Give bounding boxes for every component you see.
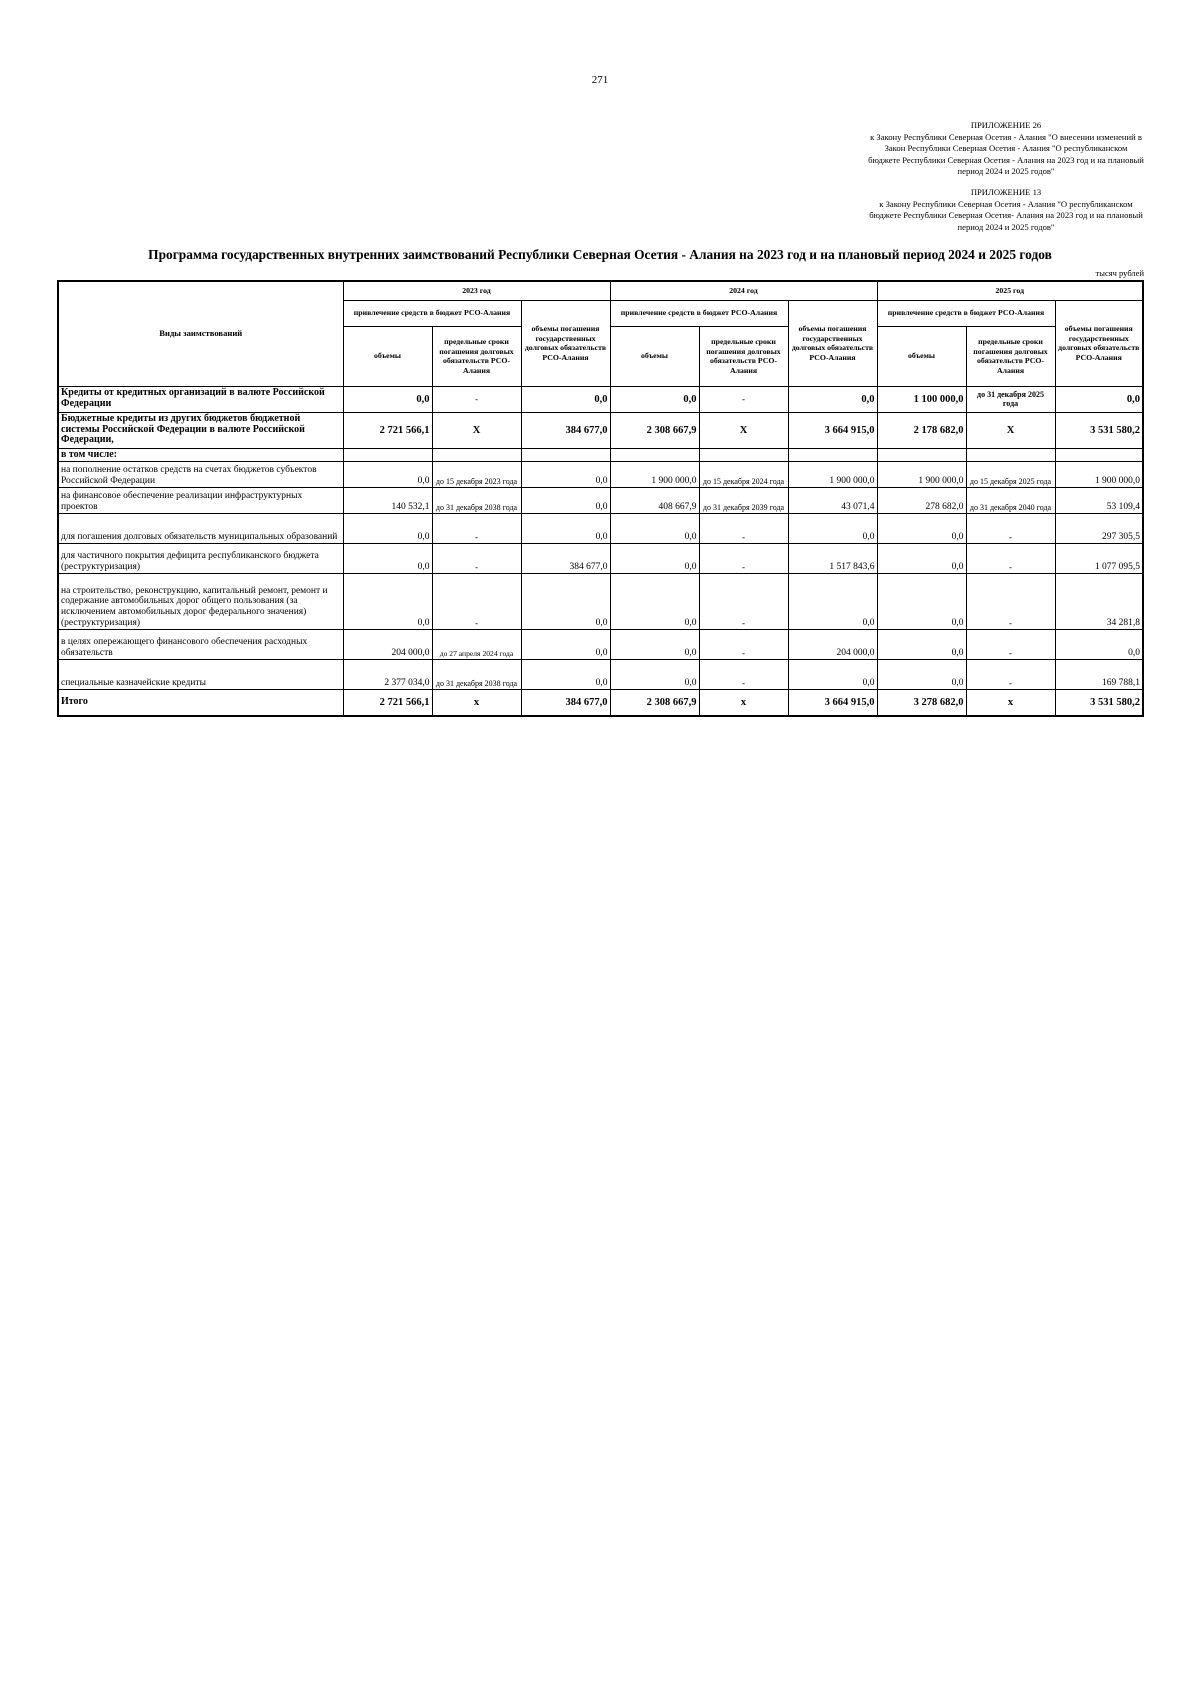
appendix-26-text: к Закону Республики Северная Осетия - Алания "О внесении изменений в Закон Республики Северная Осетия - Алания "О республиканском бюджете Республики Северная Осетия - Алания на 2023 год и на плановый период 2024 и 2025 годов": [868, 131, 1144, 177]
table-row: [58, 544, 1143, 574]
value-cell: 0,0: [877, 630, 966, 660]
empty-cell: [966, 448, 1055, 462]
empty-cell: [1055, 448, 1143, 462]
empty-cell: [788, 448, 877, 462]
mark-cell: -: [966, 514, 1055, 544]
row-name: на финансовое обеспечение реализации инфраструктурных проектов: [58, 488, 343, 514]
term-cell: до 15 декабря 2025 года: [966, 462, 1055, 488]
table-row: [58, 488, 1143, 514]
header-attraction-2023: привлечение средств в бюджет РСО-Алания: [343, 300, 521, 326]
header-kinds: Виды заимствований: [58, 281, 343, 386]
value-cell: 1 100 000,0: [877, 386, 966, 412]
term-cell: до 15 декабря 2023 года: [432, 462, 521, 488]
value-cell: 1 900 000,0: [1055, 462, 1143, 488]
row-name: специальные казначейские кредиты: [58, 660, 343, 690]
header-volumes-2024: объемы: [610, 326, 699, 386]
value-cell: 297 305,5: [1055, 514, 1143, 544]
value-cell: 3 664 915,0: [788, 412, 877, 448]
row-name: Бюджетные кредиты из других бюджетов бюджетной системы Российской Федерации в валюте Российской Федерации,: [58, 412, 343, 448]
value-cell: 1 900 000,0: [610, 462, 699, 488]
header-volumes-2025: объемы: [877, 326, 966, 386]
mark-cell: х: [432, 690, 521, 716]
header-terms-2024: предельные сроки погашения долговых обязательств РСО-Алания: [699, 326, 788, 386]
term-cell: до 31 декабря 2038 года: [432, 488, 521, 514]
mark-cell: Х: [432, 412, 521, 448]
value-cell: 2 178 682,0: [877, 412, 966, 448]
value-cell: 3 278 682,0: [877, 690, 966, 716]
value-cell: 0,0: [343, 544, 432, 574]
table-row: [58, 630, 1143, 660]
value-cell: 0,0: [877, 544, 966, 574]
appendix-26-title: ПРИЛОЖЕНИЕ 26: [970, 120, 1042, 130]
value-cell: 0,0: [521, 488, 610, 514]
value-cell: 0,0: [521, 462, 610, 488]
value-cell: 2 721 566,1: [343, 690, 432, 716]
value-cell: 1 900 000,0: [877, 462, 966, 488]
borrowing-program-table: [57, 280, 1144, 717]
row-name: для частичного покрытия дефицита республиканского бюджета (реструктуризация): [58, 544, 343, 574]
value-cell: 2 308 667,9: [610, 412, 699, 448]
header-year-2024: 2024 год: [610, 281, 877, 300]
value-cell: 0,0: [610, 514, 699, 544]
term-cell: до 31 декабря 2025 года: [966, 386, 1055, 412]
mark-cell: Х: [966, 412, 1055, 448]
value-cell: 0,0: [788, 574, 877, 630]
page-number: 271: [591, 74, 609, 86]
table-row: [58, 514, 1143, 544]
value-cell: 0,0: [521, 660, 610, 690]
table-row: [58, 660, 1143, 690]
value-cell: 3 664 915,0: [788, 690, 877, 716]
value-cell: 0,0: [1055, 386, 1143, 412]
value-cell: 0,0: [521, 630, 610, 660]
mark-cell: -: [699, 514, 788, 544]
header-attraction-2024: привлечение средств в бюджет РСО-Алания: [610, 300, 788, 326]
term-cell: до 31 декабря 2038 года: [432, 660, 521, 690]
value-cell: 0,0: [343, 386, 432, 412]
value-cell: 2 308 667,9: [610, 690, 699, 716]
term-cell: до 31 декабря 2040 года: [966, 488, 1055, 514]
value-cell: 2 377 034,0: [343, 660, 432, 690]
mark-cell: -: [966, 660, 1055, 690]
value-cell: 0,0: [877, 514, 966, 544]
value-cell: 3 531 580,2: [1055, 690, 1143, 716]
row-name: на пополнение остатков средств на счетах бюджетов субъектов Российской Федерации: [58, 462, 343, 488]
mark-cell: -: [966, 574, 1055, 630]
value-cell: 34 281,8: [1055, 574, 1143, 630]
value-cell: 0,0: [343, 462, 432, 488]
value-cell: 0,0: [343, 574, 432, 630]
value-cell: 0,0: [610, 660, 699, 690]
mark-cell: -: [699, 574, 788, 630]
value-cell: 1 900 000,0: [788, 462, 877, 488]
units-label: тысяч рублей: [1095, 268, 1144, 278]
value-cell: 0,0: [521, 386, 610, 412]
appendix-26-note: [868, 120, 1144, 178]
value-cell: 3 531 580,2: [1055, 412, 1143, 448]
value-cell: 140 532,1: [343, 488, 432, 514]
mark-cell: -: [432, 544, 521, 574]
value-cell: 204 000,0: [343, 630, 432, 660]
row-name: в целях опережающего финансового обеспечения расходных обязательств: [58, 630, 343, 660]
mark-cell: -: [432, 574, 521, 630]
row-name: для погашения долговых обязательств муниципальных образований: [58, 514, 343, 544]
mark-cell: -: [966, 630, 1055, 660]
table-row: [58, 462, 1143, 488]
value-cell: 0,0: [1055, 630, 1143, 660]
mark-cell: Х: [699, 412, 788, 448]
value-cell: 0,0: [788, 514, 877, 544]
value-cell: 0,0: [610, 386, 699, 412]
header-repayment-2023: объемы погашения государственных долговых обязательств РСО-Алания: [521, 300, 610, 386]
empty-cell: [521, 448, 610, 462]
value-cell: 0,0: [610, 544, 699, 574]
mark-cell: -: [699, 630, 788, 660]
value-cell: 0,0: [877, 574, 966, 630]
value-cell: 0,0: [521, 574, 610, 630]
header-terms-2025: предельные сроки погашения долговых обязательств РСО-Алания: [966, 326, 1055, 386]
value-cell: 204 000,0: [788, 630, 877, 660]
value-cell: 53 109,4: [1055, 488, 1143, 514]
mark-cell: х: [699, 690, 788, 716]
header-repayment-2024: объемы погашения государственных долговых обязательств РСО-Алания: [788, 300, 877, 386]
value-cell: 0,0: [788, 660, 877, 690]
value-cell: 1 517 843,6: [788, 544, 877, 574]
term-cell: до 15 декабря 2024 года: [699, 462, 788, 488]
value-cell: 278 682,0: [877, 488, 966, 514]
header-year-2025: 2025 год: [877, 281, 1143, 300]
row-name: Итого: [58, 690, 343, 716]
table-row: [58, 412, 1143, 448]
term-cell: до 27 апреля 2024 года: [432, 630, 521, 660]
empty-cell: [877, 448, 966, 462]
mark-cell: -: [699, 386, 788, 412]
appendix-13-text: к Закону Республики Северная Осетия - Алания "О республиканском бюджете Республики Северная Осетия- Алания на 2023 год и на плановый период 2024 и 2025 годов": [869, 198, 1143, 232]
value-cell: 43 071,4: [788, 488, 877, 514]
empty-cell: [610, 448, 699, 462]
empty-cell: [699, 448, 788, 462]
header-year-2023: 2023 год: [343, 281, 610, 300]
term-cell: до 31 декабря 2039 года: [699, 488, 788, 514]
value-cell: 1 077 095,5: [1055, 544, 1143, 574]
including-label: в том числе:: [58, 448, 343, 462]
header-attraction-2025: привлечение средств в бюджет РСО-Алания: [877, 300, 1055, 326]
value-cell: 0,0: [343, 514, 432, 544]
document-title: Программа государственных внутренних заимствований Республики Северная Осетия - Алания на 2023 год и на плановый период 2024 и 2025 годов: [148, 247, 1052, 262]
row-name: Кредиты от кредитных организаций в валюте Российской Федерации: [58, 386, 343, 412]
value-cell: 169 788,1: [1055, 660, 1143, 690]
mark-cell: -: [432, 514, 521, 544]
header-repayment-2025: объемы погашения государственных долговых обязательств РСО-Алания: [1055, 300, 1143, 386]
mark-cell: -: [699, 544, 788, 574]
header-volumes-2023: объемы: [343, 326, 432, 386]
value-cell: 0,0: [521, 514, 610, 544]
mark-cell: -: [699, 660, 788, 690]
header-terms-2023: предельные сроки погашения долговых обязательств РСО-Алания: [432, 326, 521, 386]
empty-cell: [343, 448, 432, 462]
value-cell: 2 721 566,1: [343, 412, 432, 448]
value-cell: 0,0: [788, 386, 877, 412]
table-row: [58, 448, 1143, 462]
table-row: [58, 690, 1143, 716]
value-cell: 0,0: [877, 660, 966, 690]
appendix-13-note: [868, 187, 1144, 233]
mark-cell: -: [432, 386, 521, 412]
row-name: на строительство, реконструкцию, капитальный ремонт, ремонт и содержание автомобильных дорог общего пользования (за исключением автомобильных дорог федерального значения) (реструктуризация): [58, 574, 343, 630]
table-row: [58, 574, 1143, 630]
value-cell: 0,0: [610, 630, 699, 660]
mark-cell: -: [966, 544, 1055, 574]
value-cell: 0,0: [610, 574, 699, 630]
value-cell: 408 667,9: [610, 488, 699, 514]
empty-cell: [432, 448, 521, 462]
mark-cell: х: [966, 690, 1055, 716]
value-cell: 384 677,0: [521, 690, 610, 716]
table-row: [58, 386, 1143, 412]
value-cell: 384 677,0: [521, 544, 610, 574]
appendix-13-title: ПРИЛОЖЕНИЕ 13: [970, 187, 1042, 197]
value-cell: 384 677,0: [521, 412, 610, 448]
